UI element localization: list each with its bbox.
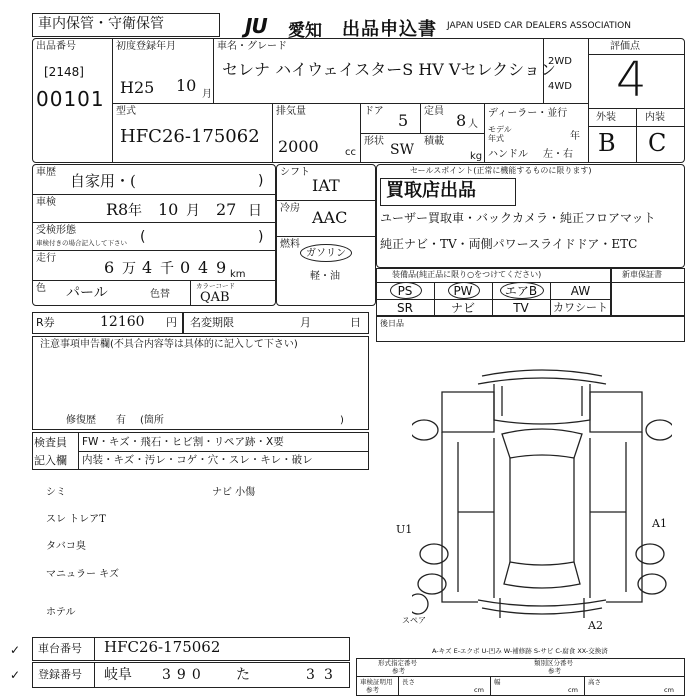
plate-checkmark: ✓ <box>10 668 21 682</box>
interior-label: 内装 <box>645 112 665 123</box>
checker-label-1: 検査員 <box>34 436 67 449</box>
note-1: シミ <box>46 487 66 498</box>
interior-score: C <box>648 129 667 157</box>
spec-label-1: 形式指定番号 <box>378 659 417 667</box>
equipment-navi: ナビ <box>450 301 475 315</box>
color-label: 色 <box>36 283 46 294</box>
hood <box>494 384 590 424</box>
mileage-label: 走行 <box>36 253 56 264</box>
checker-row-1: FW・キズ・飛石・ヒビ割・リペア跡・X要 <box>82 436 284 448</box>
repair-place: (箇所 <box>140 415 164 426</box>
mileage-d2: 4 <box>142 258 153 277</box>
dealer-year-unit: 年 <box>570 131 580 142</box>
chassis-label: 車台番号 <box>38 642 82 655</box>
inspection-year-unit: 年 <box>128 203 142 219</box>
inspection-month: 10 <box>158 200 179 219</box>
right-side <box>606 432 642 602</box>
right-mirror <box>646 420 672 440</box>
lot-label: 出品番号 <box>36 41 76 52</box>
mark-left-door: U1 <box>396 523 413 536</box>
receipt-label: 受検形態 <box>36 225 76 236</box>
inspection-era: R8 <box>106 200 129 219</box>
history-value: 自家用・( <box>70 172 136 190</box>
left-mirror <box>412 420 438 440</box>
divider <box>213 38 214 103</box>
equipment-aw: AW <box>570 284 591 298</box>
right-rear-wheel <box>636 544 664 564</box>
form-title: 出品申込書 <box>342 19 437 40</box>
recycle-label: R券 <box>36 316 55 329</box>
roof <box>510 458 574 565</box>
note-3: スレ トレアT <box>46 514 106 525</box>
grade-label: 評価点 <box>610 41 640 52</box>
equipment-airbag: エアB <box>504 284 538 298</box>
ac-label: 冷房 <box>280 203 300 214</box>
divider <box>636 108 637 163</box>
spec-ref-2: 参考 <box>548 667 561 675</box>
displacement-value: 2000 <box>278 137 319 156</box>
model-label: 車名・グレード <box>217 41 287 52</box>
model-value: セレナ ハイウェイスターS HV Vセレクション <box>222 60 556 79</box>
inspection-day: 27 <box>216 200 237 219</box>
divider <box>356 676 685 677</box>
plate-label: 登録番号 <box>38 668 82 681</box>
mileage-u2: 千 <box>160 261 174 277</box>
mileage-d4: 4 <box>198 258 209 277</box>
divider <box>112 38 113 163</box>
spec-cert-ref: 参考 <box>366 686 379 694</box>
exterior-label: 外装 <box>596 112 616 123</box>
capacity-unit: 人 <box>468 119 478 130</box>
fuel-light-oil: 軽・油 <box>310 271 340 282</box>
note-2: ナビ 小傷 <box>212 487 256 498</box>
ac-value: AAC <box>312 208 348 227</box>
checker-label-2: 記入欄 <box>34 454 67 467</box>
color-change-label: 色替 <box>150 289 170 300</box>
plate-class: 390 <box>162 667 207 683</box>
equipment-airbag-circle <box>500 282 544 299</box>
storage-label: 車内保管・守衛保管 <box>38 16 164 32</box>
spec-height-unit: cm <box>664 686 674 694</box>
doors-value: 5 <box>398 111 409 130</box>
rear-bumper-inner <box>478 600 606 606</box>
history-close: ) <box>258 173 264 189</box>
divider <box>584 676 585 696</box>
doors-label: ドア <box>364 106 384 117</box>
mileage-d5: 9 <box>216 258 227 277</box>
windshield <box>502 429 582 458</box>
divider <box>484 103 485 163</box>
chassis-value: HFC26-175062 <box>104 638 221 656</box>
registration-label: 初度登録年月 <box>116 41 176 52</box>
note-6: ホテル <box>46 607 76 618</box>
inspection-label: 車検 <box>36 197 56 208</box>
divider <box>360 133 484 134</box>
fuel-gasoline: ガソリン <box>306 248 346 259</box>
divider <box>32 280 276 281</box>
equipment-pw: PW <box>453 284 473 298</box>
displacement-label: 排気量 <box>276 106 306 117</box>
name-change-month: 月 <box>300 316 311 329</box>
damage-legend: A-キズ E-エクボ U-凹み W-補修跡 S-サビ C-腐食 XX-交換済 <box>432 647 608 655</box>
mileage-u1: 万 <box>122 261 136 277</box>
color-code-label: カラーコード <box>196 282 235 290</box>
plate-region: 岐阜 <box>104 667 132 683</box>
divider <box>94 662 95 688</box>
lot-number: 00101 <box>36 87 105 111</box>
displacement-unit: cc <box>345 147 356 158</box>
car-diagram <box>412 362 672 632</box>
registration-year: H25 <box>120 78 155 97</box>
front-bumper-top <box>482 370 602 376</box>
note-5: マニュラー キズ <box>46 569 119 580</box>
dealer-handle-options: 左・右 <box>543 149 573 160</box>
notice-label: 注意事項申告欄(不具合内容等は具体的に記入して下さい) <box>40 339 298 350</box>
branch-name: 愛知 <box>288 21 322 41</box>
registration-month-unit: 月 <box>202 89 212 100</box>
divider <box>32 222 276 223</box>
divider <box>376 299 611 300</box>
spec-width-unit: cm <box>568 686 578 694</box>
mark-right-rear: A1 <box>652 517 667 530</box>
divider <box>398 676 399 696</box>
mileage-d1: 6 <box>104 258 115 277</box>
divider <box>420 103 421 133</box>
repair-label: 修復歴 <box>66 415 96 426</box>
dealer-label: ディーラー・並行 <box>488 108 568 119</box>
sales-point-title: 買取店出品 <box>386 180 476 201</box>
registration-month: 10 <box>176 76 197 95</box>
spec-ref-1: 参考 <box>392 667 405 675</box>
capacity-value: 8 <box>456 111 467 130</box>
spec-length-unit: cm <box>474 686 484 694</box>
front-bumper-bottom <box>478 378 606 384</box>
spec-width: 幅 <box>494 678 501 686</box>
equipment-sr: SR <box>397 301 413 315</box>
divider <box>276 200 376 201</box>
shift-label: シフト <box>280 167 310 178</box>
spare-label: スペア <box>402 616 426 625</box>
divider <box>588 38 589 163</box>
sales-point-line2: 純正ナビ・TV・両側パワースライドドア・ETC <box>380 237 638 251</box>
divider <box>78 451 369 452</box>
grade-value: 4 <box>616 52 647 108</box>
shape-label: 形状 <box>364 136 384 147</box>
spec-cert-label: 車検証明用 <box>360 678 393 686</box>
plate-num2: 3 <box>324 667 333 683</box>
ju-logo: JU <box>245 14 267 38</box>
spec-label-2: 類別区分番号 <box>534 659 573 667</box>
type-label: 型式 <box>116 106 136 117</box>
sales-point-line1: ユーザー買取車・バックカメラ・純正フロアマット <box>380 211 656 225</box>
left-rear-wheel <box>420 544 448 564</box>
spare-tire <box>412 594 428 614</box>
repair-close: ) <box>340 415 344 426</box>
inspection-month-unit: 月 <box>186 203 200 219</box>
sales-point-label: セールスポイント(正常に機能するものに限ります) <box>410 166 592 175</box>
aftermarket-frame <box>376 316 685 342</box>
mileage-d3: 0 <box>180 258 191 277</box>
plate-num1: 3 <box>306 667 315 683</box>
association-name: JAPAN USED CAR DEALERS ASSOCIATION <box>447 21 631 31</box>
recycle-unit: 円 <box>166 316 177 329</box>
divider <box>190 280 191 306</box>
fuel-label: 燃料 <box>280 239 300 250</box>
mark-rear-bumper: A2 <box>588 619 603 632</box>
receipt-close: ) <box>258 229 264 245</box>
color-code: QAB <box>200 290 230 305</box>
name-change-day: 日 <box>350 316 361 329</box>
recycle-value: 12160 <box>100 314 145 330</box>
note-4: タバコ臭 <box>46 541 86 552</box>
receipt-open: ( <box>140 229 146 245</box>
divider <box>543 38 544 103</box>
divider <box>276 236 376 237</box>
type-value: HFC26-175062 <box>120 126 260 147</box>
color-value: パール <box>66 285 108 301</box>
checker-row-2: 内装・キズ・汚レ・コゲ・穴・スレ・キレ・破レ <box>82 454 313 466</box>
repair-value: 有 <box>116 415 126 426</box>
chassis-checkmark: ✓ <box>10 643 21 657</box>
equipment-ps: PS <box>397 284 413 298</box>
aftermarket-label: 後日品 <box>380 319 404 328</box>
dealer-model-year: モデル年式 <box>488 125 512 143</box>
warranty-label: 新車保証書 <box>622 270 662 279</box>
exterior-score: B <box>598 129 616 157</box>
drive-4wd: 4WD <box>548 81 572 92</box>
left-front-fender <box>442 392 494 432</box>
equipment-pw-circle <box>448 282 480 299</box>
divider <box>32 194 276 195</box>
drive-2wd: 2WD <box>548 56 572 67</box>
dealer-handle: ハンドル <box>488 149 528 160</box>
spec-length: 長さ <box>402 678 415 686</box>
mileage-unit: km <box>230 269 246 280</box>
loading-label: 積載 <box>424 136 444 147</box>
divider <box>94 637 95 661</box>
divider <box>490 676 491 696</box>
right-front-fender <box>590 392 642 432</box>
divider <box>32 250 276 251</box>
shift-value: IAT <box>312 176 340 195</box>
receipt-note: 車検付きの場合記入して下さい <box>36 239 127 247</box>
rear-window <box>504 562 580 588</box>
equipment-ps-circle <box>390 282 422 299</box>
plate-kana: た <box>236 667 250 683</box>
divider <box>112 103 588 104</box>
lot-sub-number: [2148] <box>44 65 84 79</box>
history-label: 車歴 <box>36 167 56 178</box>
divider <box>611 282 685 283</box>
equipment-tv: TV <box>513 301 529 315</box>
divider <box>272 103 273 163</box>
spec-height: 高さ <box>588 678 601 686</box>
left-side <box>442 432 478 602</box>
name-change-label: 名変期限 <box>190 316 234 329</box>
capacity-label: 定員 <box>424 106 444 117</box>
equipment-seat: カワシート <box>553 301 608 314</box>
inspection-day-unit: 日 <box>248 203 262 219</box>
loading-unit: kg <box>470 151 483 162</box>
equipment-label: 装備品(純正品に限り○をつけてください) <box>392 270 542 279</box>
shape-value: SW <box>390 142 414 158</box>
